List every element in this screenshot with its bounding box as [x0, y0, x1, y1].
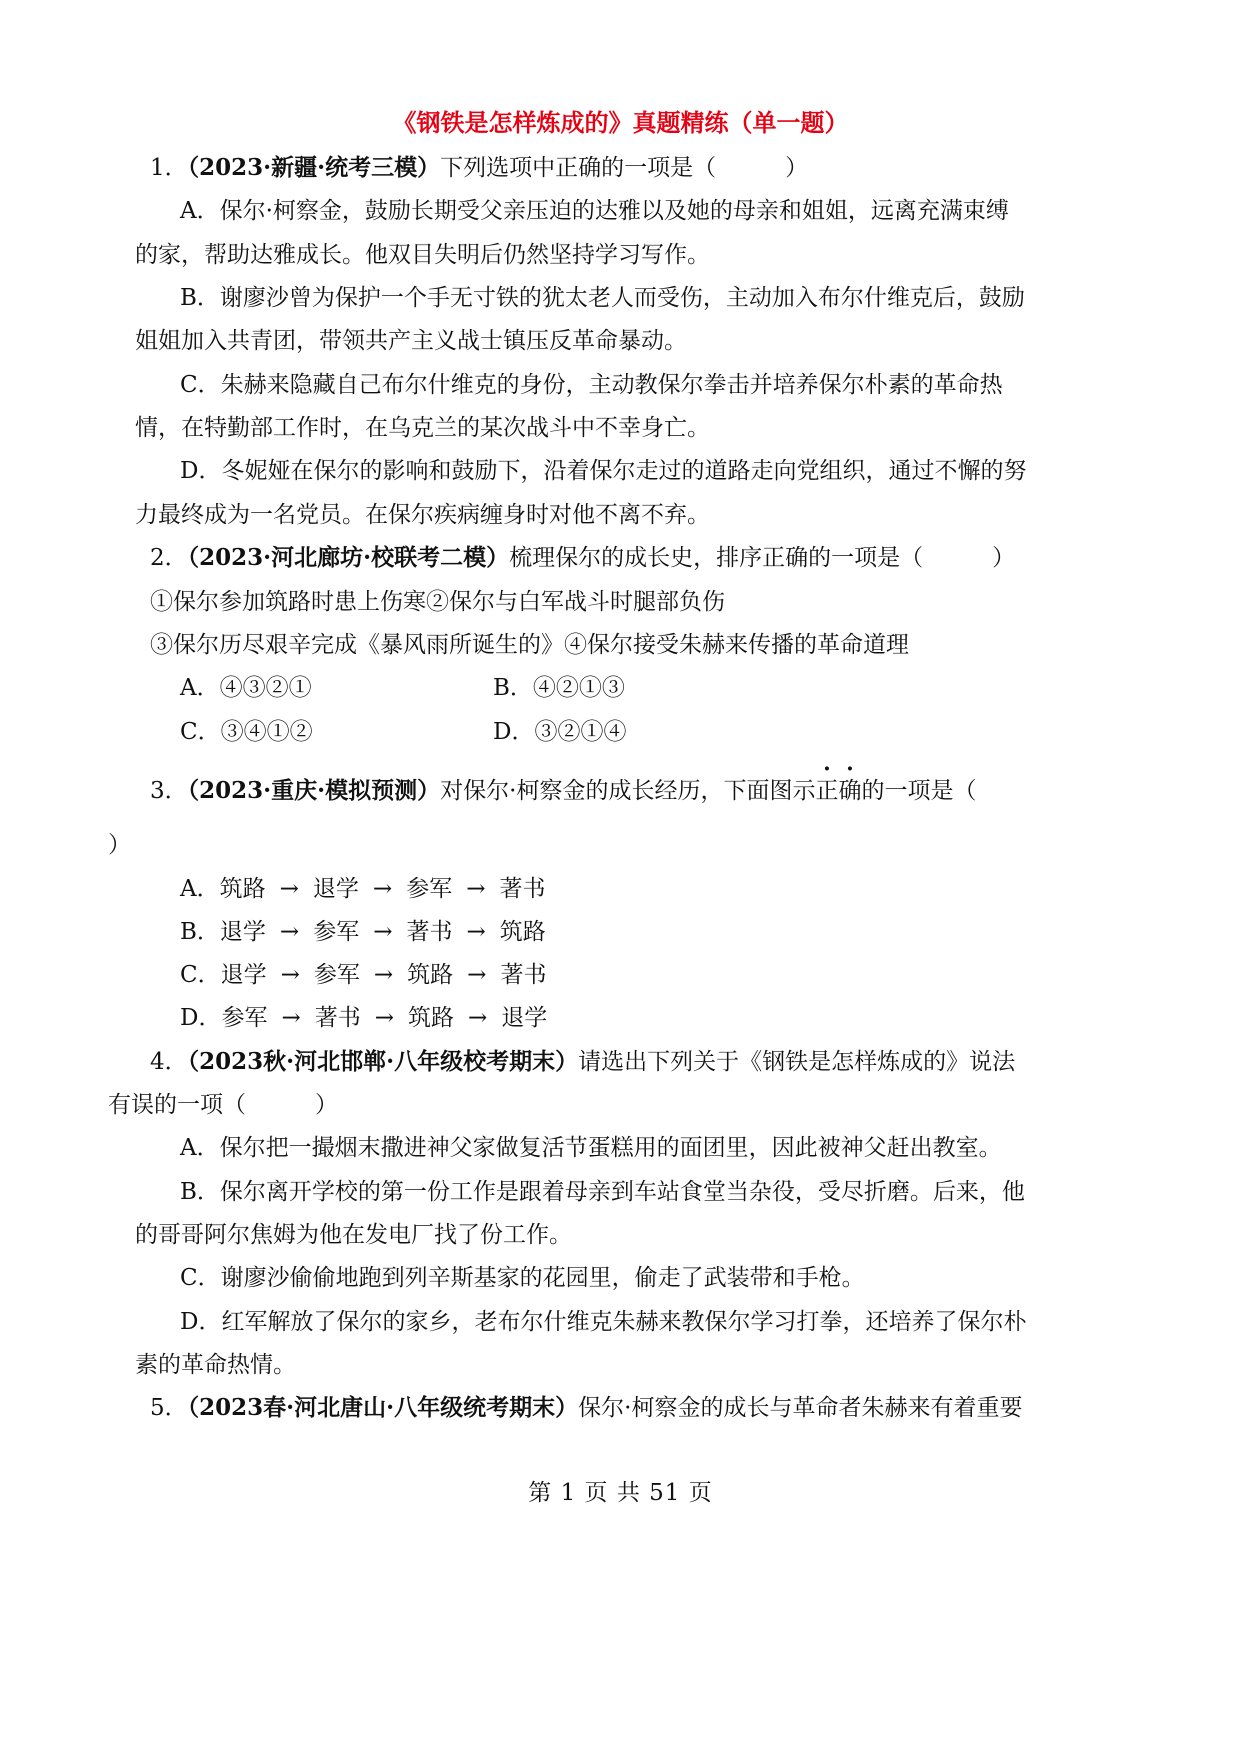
q4-option-d-cont: 素的革命热情。: [135, 1352, 296, 1378]
option-letter: D．: [180, 1005, 222, 1031]
q3-closing-paren: ）: [108, 832, 131, 858]
question-5-header: [150, 1393, 1022, 1423]
q1-option-c: C．朱赫来隐藏自己布尔什维克的身份，主动教保尔拳击并培养保尔朴素的革命热: [180, 372, 1003, 398]
q1-option-d: D．冬妮娅在保尔的影响和鼓励下，沿着保尔走过的道路走向党组织，通过不懈的努: [180, 458, 1027, 484]
question-4-header: [150, 1047, 1015, 1077]
arrow-icon: →: [466, 876, 486, 902]
q2-option-b: B．④②①③: [493, 675, 625, 701]
flow-step: 退学: [501, 1005, 548, 1031]
question-stem: 请选出下列关于《钢铁是怎样炼成的》说法: [578, 1049, 1016, 1075]
emphasis-char: 正: [815, 778, 839, 804]
flow-step: 退学: [219, 919, 266, 945]
arrow-icon: →: [373, 962, 394, 988]
question-stem-end: 的一项是（: [861, 778, 977, 804]
q1-option-c-cont: 情，在特勤部工作时，在乌克兰的某次战斗中不幸身亡。: [135, 415, 710, 441]
q4-option-c: C．谢廖沙偷偷地跑到列辛斯基家的花园里，偷走了武装带和手枪。: [180, 1265, 865, 1291]
q4-option-b: B．保尔离开学校的第一份工作是跟着母亲到车站食堂当杂役，受尽折磨。后来，他: [180, 1179, 1025, 1205]
flow-step: 退学: [220, 962, 267, 988]
flow-step: 著书: [314, 1005, 361, 1031]
flow-step: 参军: [313, 962, 360, 988]
q1-option-a: A．保尔·柯察金，鼓励长期受父亲压迫的达雅以及她的母亲和姐姐，远离充满束缚: [180, 198, 1009, 224]
flow-step: 筑路: [407, 962, 454, 988]
arrow-icon: →: [466, 919, 486, 945]
document-title: 《钢铁是怎样炼成的》真题精练（单一题）: [392, 108, 849, 137]
emphasis-char: 确: [838, 778, 862, 804]
flow-step: 退学: [312, 876, 359, 902]
question-source: （2023·新疆·统考三模）: [187, 154, 441, 181]
q2-option-c: C．③④①②: [180, 719, 313, 745]
question-stem: 对保尔·柯察金的成长经历，下面图示: [440, 778, 816, 804]
flow-step: 参军: [406, 876, 453, 902]
question-source: （2023春·河北唐山·八年级统考期末）: [187, 1394, 579, 1421]
q4-option-a: A．保尔把一撮烟末撒进神父家做复活节蛋糕用的面团里，因此被神父赶出教室。: [180, 1135, 1002, 1161]
q1-option-d-cont: 力最终成为一名党员。在保尔疾病缠身时对他不离不弃。: [135, 502, 710, 528]
flow-step: 参军: [221, 1005, 268, 1031]
question-number: 5．: [150, 1395, 188, 1421]
arrow-icon: →: [281, 1005, 301, 1031]
flow-step: 筑路: [499, 919, 546, 945]
arrow-icon: →: [468, 1005, 488, 1031]
option-letter: A．: [180, 876, 220, 902]
arrow-icon: →: [279, 876, 299, 902]
q1-option-b-cont: 姐姐加入共青团，带领共产主义战士镇压反革命暴动。: [135, 328, 687, 354]
q3-option-d: [180, 1003, 547, 1033]
arrow-icon: →: [374, 1005, 395, 1031]
question-2-header: [150, 543, 1015, 573]
flow-step: 著书: [499, 876, 546, 902]
arrow-icon: →: [373, 919, 393, 945]
arrow-icon: →: [372, 876, 393, 902]
q3-option-a: [180, 874, 545, 904]
page-footer: 第 1 页 共 51 页: [528, 1480, 713, 1506]
q2-option-d: D．③②①④: [493, 719, 627, 745]
q4-stem-cont: 有误的一项（ ）: [108, 1092, 338, 1118]
question-3-header: [150, 776, 976, 806]
question-number: 3．: [150, 778, 188, 804]
question-1-header: [150, 153, 808, 183]
flow-step: 著书: [500, 962, 547, 988]
option-letter: B．: [180, 919, 220, 945]
q2-option-a: A．④③②①: [180, 675, 312, 701]
option-letter: C．: [180, 962, 221, 988]
flow-step: 筑路: [408, 1005, 455, 1031]
q4-option-d: D．红军解放了保尔的家乡，老布尔什维克朱赫来教保尔学习打拳，还培养了保尔朴: [180, 1309, 1027, 1335]
q3-option-b: [180, 917, 546, 947]
q2-items-line-1: ①保尔参加筑路时患上伤寒②保尔与白军战斗时腿部负伤: [150, 589, 725, 615]
question-stem: 保尔·柯察金的成长与革命者朱赫来有着重要: [578, 1395, 1023, 1421]
arrow-icon: →: [279, 919, 300, 945]
question-number: 1．: [150, 155, 188, 181]
q1-option-b: B．谢廖沙曾为保护一个手无寸铁的犹太老人而受伤，主动加入布尔什维克后，鼓励: [180, 285, 1025, 311]
arrow-icon: →: [280, 962, 300, 988]
question-stem: 下列选项中正确的一项是（ ）: [440, 155, 809, 181]
q2-items-line-2: ③保尔历尽艰辛完成《暴风雨所诞生的》④保尔接受朱赫来传播的革命道理: [150, 632, 909, 658]
q1-option-a-cont: 的家，帮助达雅成长。他双目失明后仍然坚持学习写作。: [135, 242, 710, 268]
flow-step: 著书: [406, 919, 453, 945]
flow-step: 参军: [313, 919, 360, 945]
question-source: （2023·重庆·模拟预测）: [187, 777, 441, 804]
question-number: 4．: [150, 1049, 188, 1075]
q4-option-b-cont: 的哥哥阿尔焦姆为他在发电厂找了份工作。: [135, 1222, 572, 1248]
question-stem: 梳理保尔的成长史，排序正确的一项是（ ）: [509, 545, 1016, 571]
q3-option-c: [180, 960, 546, 990]
arrow-icon: →: [467, 962, 487, 988]
question-source: （2023·河北廊坊·校联考二模）: [187, 544, 510, 571]
question-source: （2023秋·河北邯郸·八年级校考期末）: [187, 1048, 579, 1075]
flow-step: 筑路: [219, 876, 266, 902]
question-number: 2．: [150, 545, 188, 571]
